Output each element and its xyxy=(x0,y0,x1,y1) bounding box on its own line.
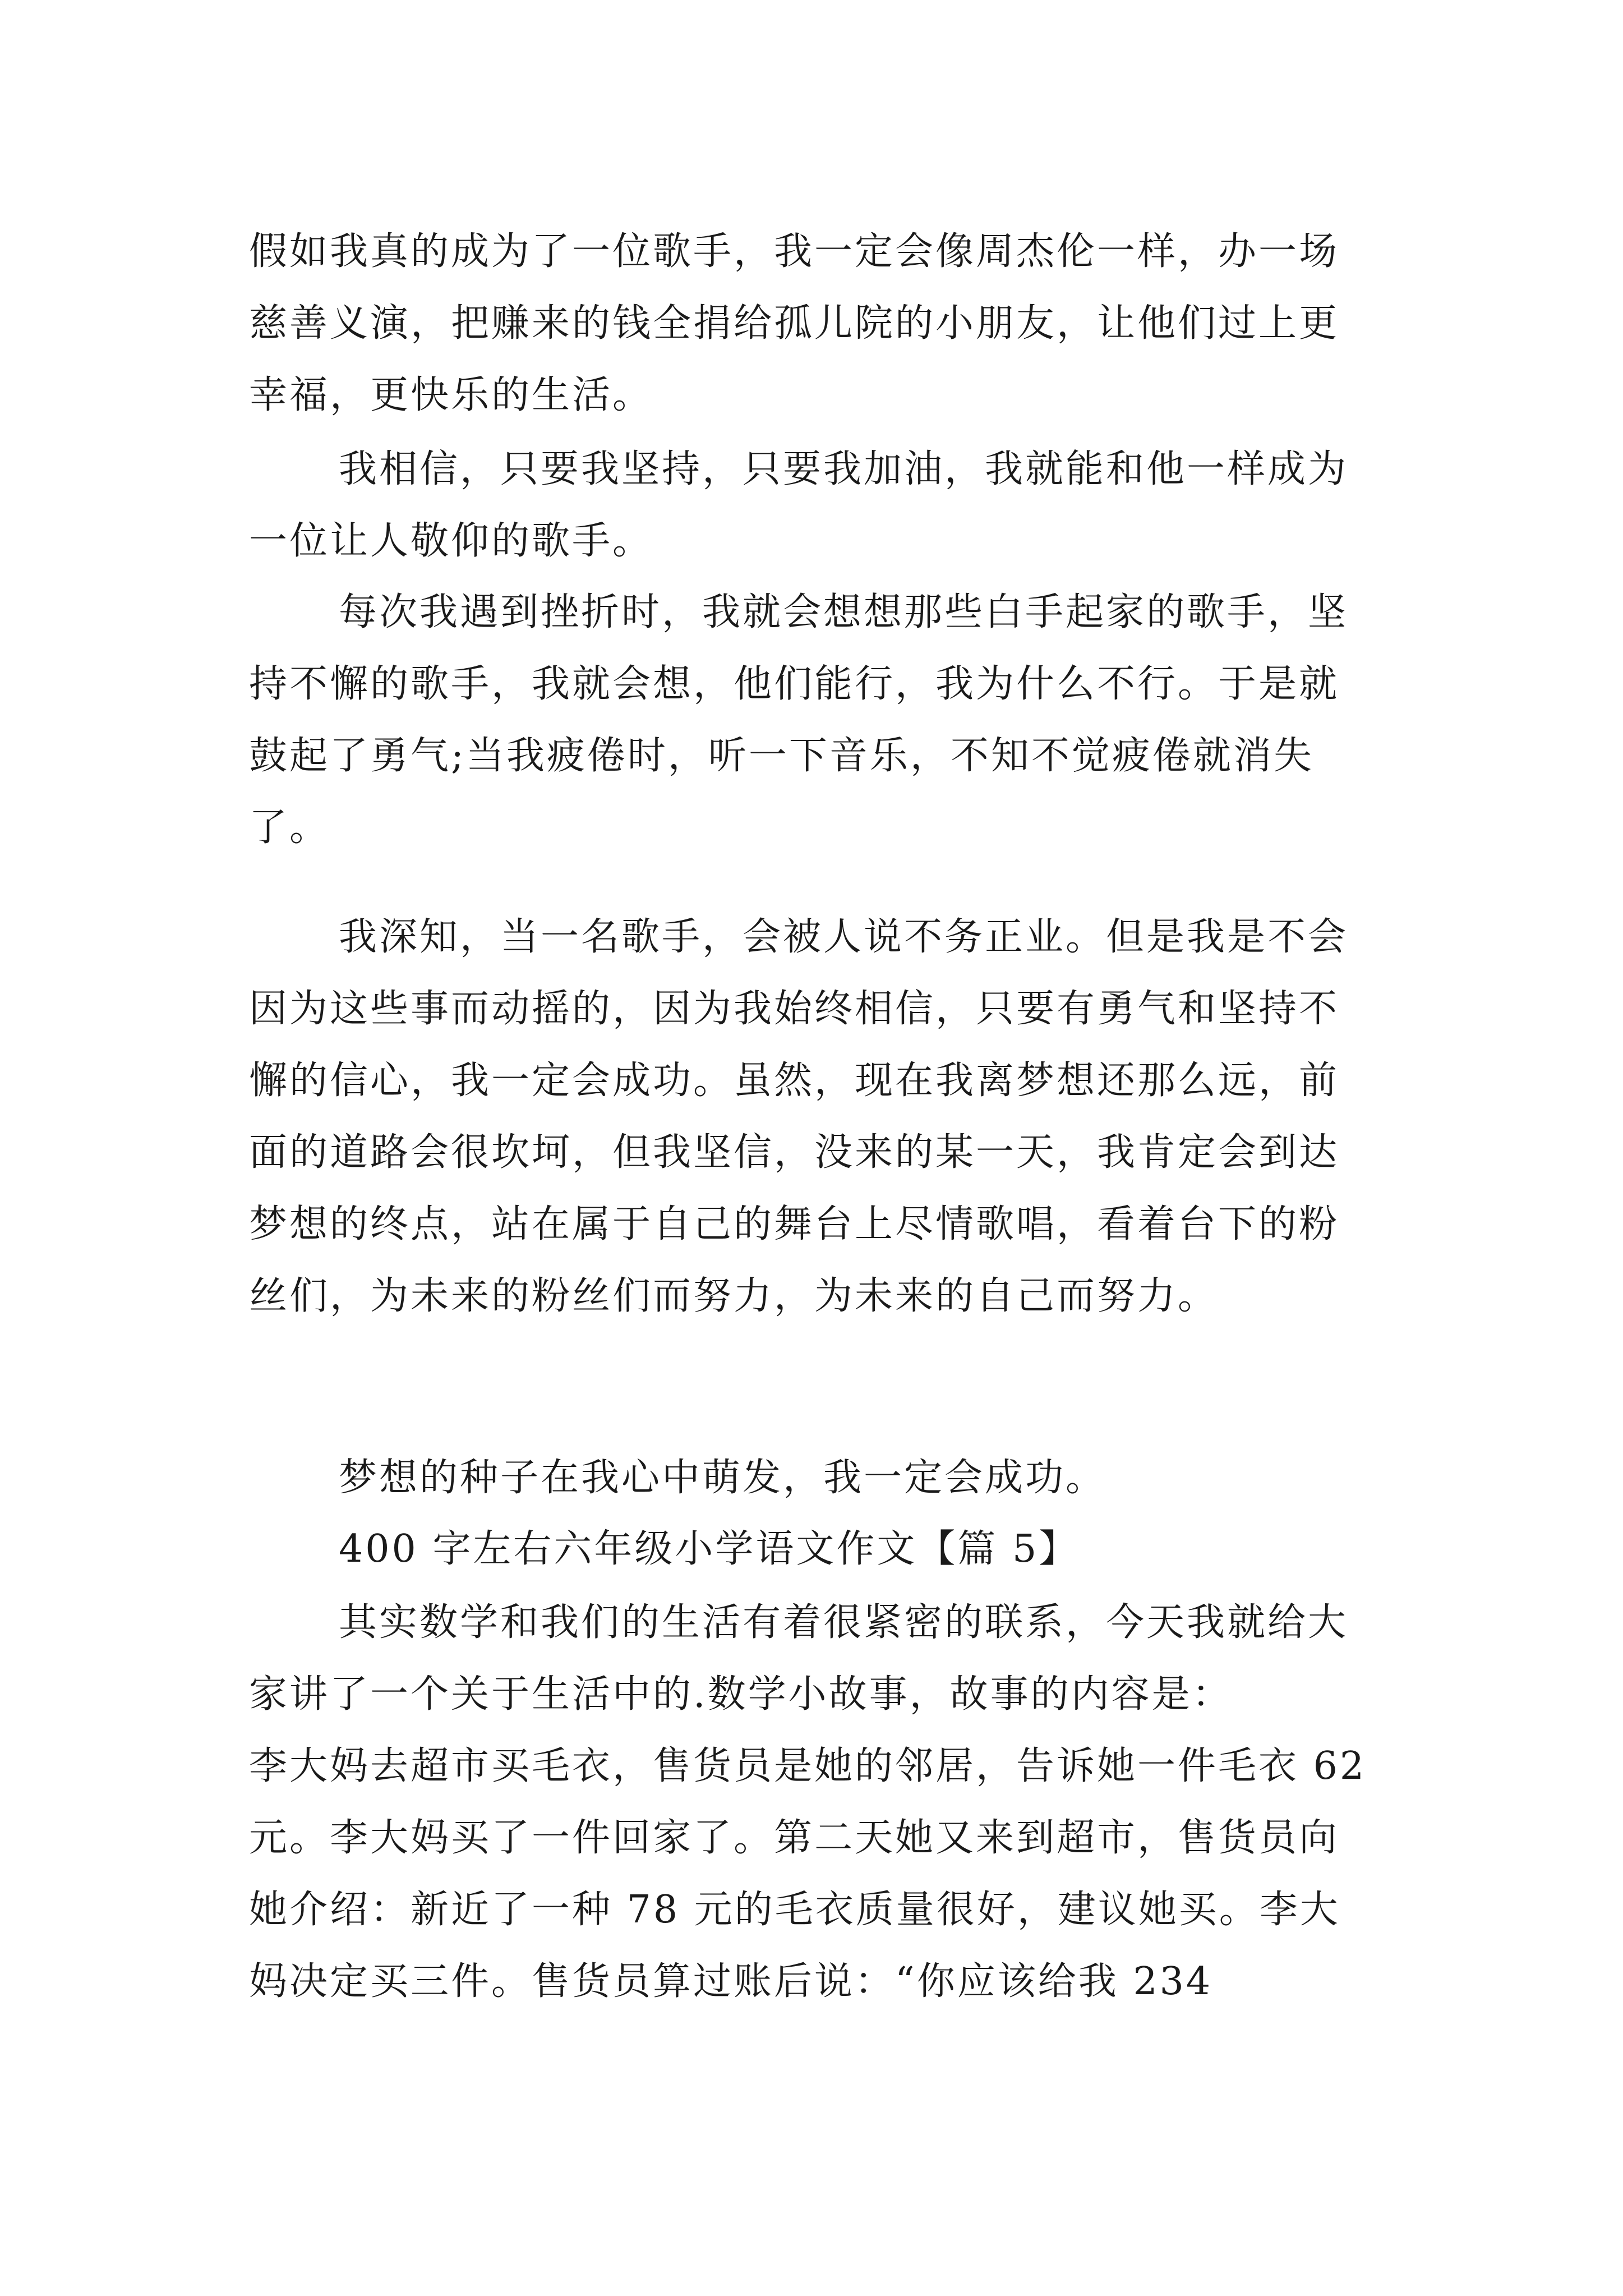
paragraph-4: 我深知，当一名歌手，会被人说不务正业。但是我是不会因为这些事而动摇的，因为我始终相信，只要有勇气和坚持不懈的信心，我一定会成功。虽然，现在我离梦想还那么远，前面的道路会很坎坷，但我坚信，没来的某一天，我肯定会到达梦想的终点，站在属于自己的舞台上尽情歌唱，看着台下的粉丝们，为未来的粉丝们而努力，为未来的自己而努力。 xyxy=(249,915,1349,1318)
paragraph-6: 其实数学和我们的生活有着很紧密的联系，今天我就给大家讲了一个关于生活中的.数学小故事，故事的内容是： xyxy=(249,1600,1349,1717)
paragraph-5: 梦想的种子在我心中萌发，我一定会成功。 xyxy=(339,1456,1106,1500)
paragraph-7: 李大妈去超市买毛衣，售货员是她的邻居，告诉她一件毛衣 62 元。李大妈买了一件回家了。第二天她又来到超市，售货员向她介绍：新近了一种 78 元的毛衣质量很好，建议她买。李大妈决定买三件。售货员算过账后说：“你应该给我 234 xyxy=(249,1744,1367,2004)
paragraph-2: 我相信，只要我坚持，只要我加油，我就能和他一样成为一位让人敬仰的歌手。 xyxy=(249,447,1349,563)
section-heading: 400 字左右六年级小学语文作文【篇 5】 xyxy=(339,1527,1080,1571)
paragraph-3: 每次我遇到挫折时，我就会想想那些白手起家的歌手，坚持不懈的歌手，我就会想，他们能行，我为什么不行。于是就鼓起了勇气;当我疲倦时，听一下音乐，不知不觉疲倦就消失了。 xyxy=(249,590,1349,850)
paragraph-1: 假如我真的成为了一位歌手，我一定会像周杰伦一样，办一场慈善义演，把赚来的钱全捐给孤儿院的小朋友，让他们过上更幸福，更快乐的生活。 xyxy=(249,229,1340,417)
